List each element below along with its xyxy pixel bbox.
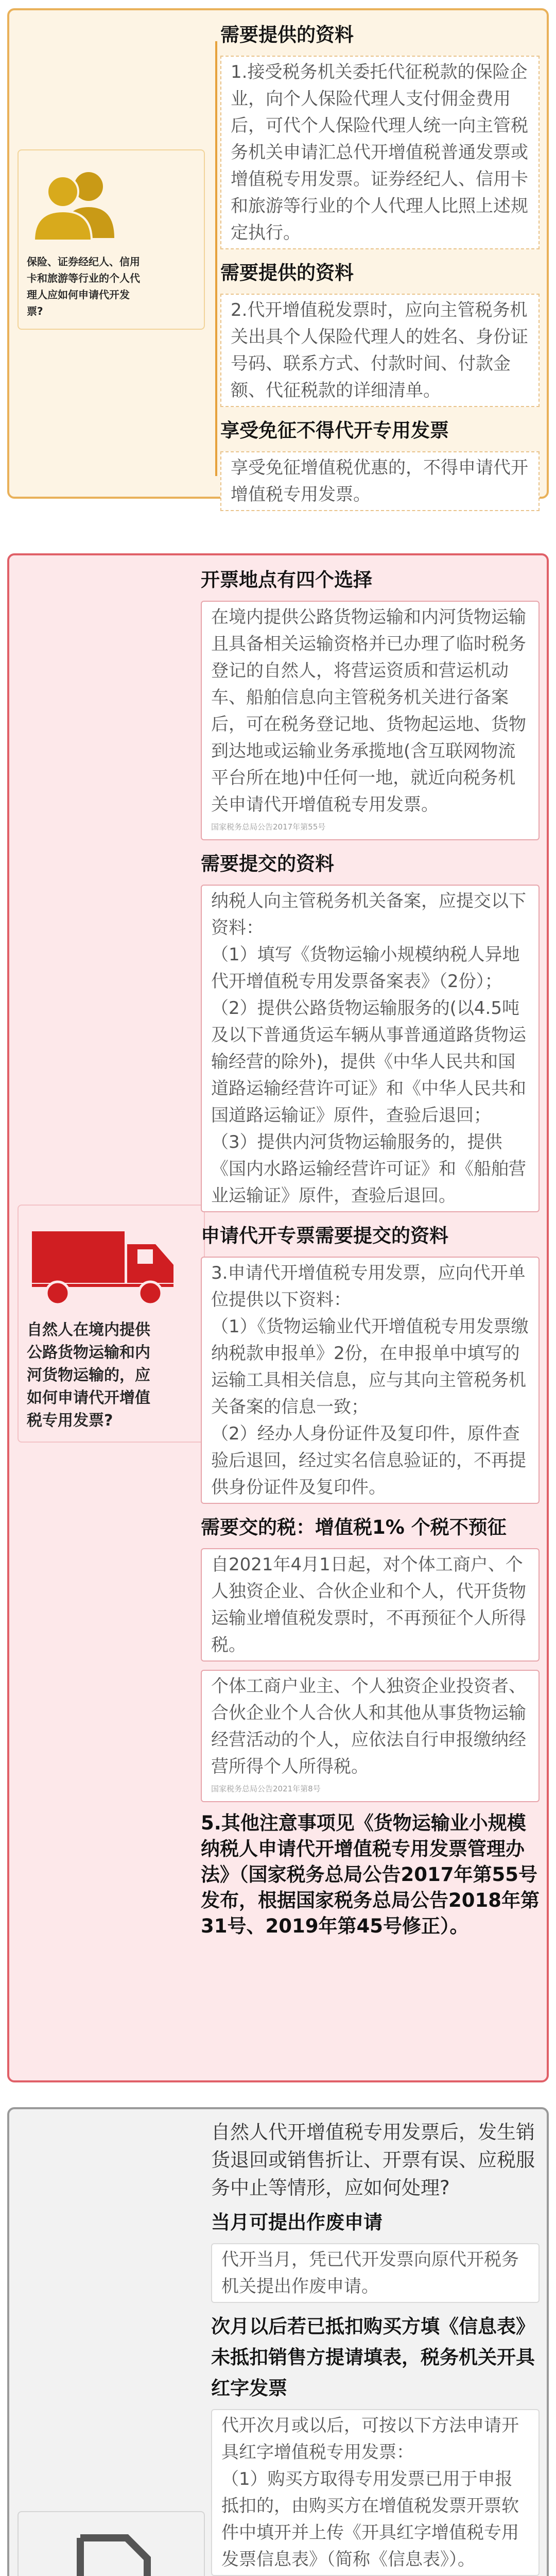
heading: 享受免征不得代开专用发票 <box>220 419 449 442</box>
paragraph: 2.代开增值税发票时，应向主管税务机关出具个人保险代理人的姓名、身份证号码、联系方式、付款时间、付款金额、代征税款的详细清单。 <box>231 300 528 401</box>
left-column <box>9 10 208 497</box>
truck-icon <box>27 1221 181 1309</box>
paragraph: 享受免征增值税优惠的，不得申请代开增值税专用发票。 <box>231 457 528 505</box>
text-box <box>201 601 540 840</box>
heading: 开票地点有四个选择 <box>201 569 372 591</box>
icon-card <box>18 2511 205 2576</box>
text-box <box>201 1257 540 1504</box>
divider-line <box>215 41 217 476</box>
text-box <box>201 1670 540 1802</box>
heading: 需要提交的资料 <box>201 853 334 875</box>
heading: 需要交的税：增值税1% 个税不预征 <box>201 1516 507 1538</box>
heading: 次月以后若已抵扣购买方填《信息表》 未抵扣销售方提请填表，税务机关开具红字发票 <box>211 2315 535 2399</box>
text-box <box>211 2243 540 2303</box>
heading: 需要提供的资料 <box>220 262 354 284</box>
left-column <box>9 2109 208 2576</box>
heading: 当月可提出作废申请 <box>211 2211 383 2233</box>
text-box <box>220 294 540 407</box>
paragraph: 3.申请代开增值税专用发票，应向代开单位提供以下资料： （1）《货物运输业代开增值税专用发票缴纳税款申报单》2份，在申报单中填写的运输工具相关信息，应与其向主管税务机关备案的信息一致； （2）经办人身份证件及复印件，原件查验后退回，经过实名信息验证的，不再提供身份证件及复印件。 <box>211 1263 529 1498</box>
section-void-invoice <box>7 2107 549 2576</box>
paragraph: 个体工商户业主、个人独资企业投资者、合伙企业个人合伙人和其他从事货物运输经营活动的个人，应依法自行申报缴纳经营所得个人所得税。 <box>211 1676 526 1777</box>
left-column <box>9 555 208 2080</box>
heading: 需要提供的资料 <box>220 24 354 46</box>
section-caption: 保险、证券经纪人、信用 卡和旅游等行业的个人代 理人应如何申请代开发 票? <box>27 256 140 317</box>
heading: 5.其他注意事项见《货物运输业小规模纳税人申请代开增值税专用发票管理办法》（国家税务总局公告2017年第55号发布，根据国家税务总局公告2018年第31号、2019年第45号修正）。 <box>201 1812 540 1937</box>
paragraph: 自2021年4月1日起，对个体工商户、个人独资企业、合伙企业和个人，代开货物运输业增值税发票时，不再预征个人所得税。 <box>211 1554 526 1655</box>
icon-card <box>18 149 205 330</box>
text-box <box>220 56 540 249</box>
intro-question: 自然人代开增值税专用发票后，发生销货退回或销售折让、开票有误、应税服务中止等情形，应如何处理? <box>211 2121 535 2199</box>
text-box <box>211 2409 540 2576</box>
section-freight-transport <box>7 553 549 2082</box>
people-icon <box>27 166 130 243</box>
paragraph: 1.接受税务机关委托代征税款的保险企业，向个人保险代理人支付佣金费用后，可代个人保险代理人统一向主管税务机关申请汇总代开增值税普通发票或增值税专用发票。证券经纪人、信用卡和旅游等行业的个人代理人比照上述规定执行。 <box>231 62 528 243</box>
section-caption: 自然人在境内提供 公路货物运输和内 河货物运输的，应 如何申请代开增值 税专用发票? <box>27 1321 150 1430</box>
text-box <box>220 451 540 511</box>
paragraph: 纳税人向主管税务机关备案，应提交以下资料： （1）填写《货物运输小规模纳税人异地代开增值税专用发票备案表》（2份）； （2）提供公路货物运输服务的(以4.5吨及以下普通货运车辆从事普通道路货物运输经营的除外)，提供《中华人民共和国道路运输经营许可证》和《中华人民共和国道路运输证》原件，查验后退回； （3）提供内河货物运输服务的，提供《国内水路运输经营许可证》和《船舶营业运输证》原件，查验后退回。 <box>211 891 526 1206</box>
icon-card <box>18 1205 205 1443</box>
paragraph: 在境内提供公路货物运输和内河货物运输且具备相关运输资格并已办理了临时税务登记的自然人，将营运资质和营运机动车、船舶信息向主管税务机关进行备案后，可在税务登记地、货物起运地、货物到达地或运输业务承揽地(含互联网物流平台所在地)中任何一地，就近向税务机关申请代开增值税专用发票。 <box>211 607 526 815</box>
paragraph: 代开当月，凭已代开发票向原代开税务机关提出作废申请。 <box>221 2249 519 2297</box>
text-box <box>201 1548 540 1662</box>
paragraph: 代开次月或以后，可按以下方法申请开具红字增值税专用发票： （1）购买方取得专用发票已用于申报抵扣的，由购买方在增值税发票开票软件中填开并上传《开具红字增值税专用发票信息表》（简称《信息表》）。 <box>221 2415 519 2570</box>
text-box <box>201 885 540 1212</box>
document-void-icon <box>60 2528 163 2576</box>
section-content <box>201 565 540 1939</box>
section-content <box>220 20 540 519</box>
section-insurance-agents <box>7 8 549 505</box>
source-note: 国家税务总局公告2021年第8号 <box>211 1784 321 1793</box>
heading: 申请代开专票需要提交的资料 <box>201 1225 448 1247</box>
section-content <box>211 2119 540 2576</box>
source-note: 国家税务总局公告2017年第55号 <box>211 822 326 832</box>
